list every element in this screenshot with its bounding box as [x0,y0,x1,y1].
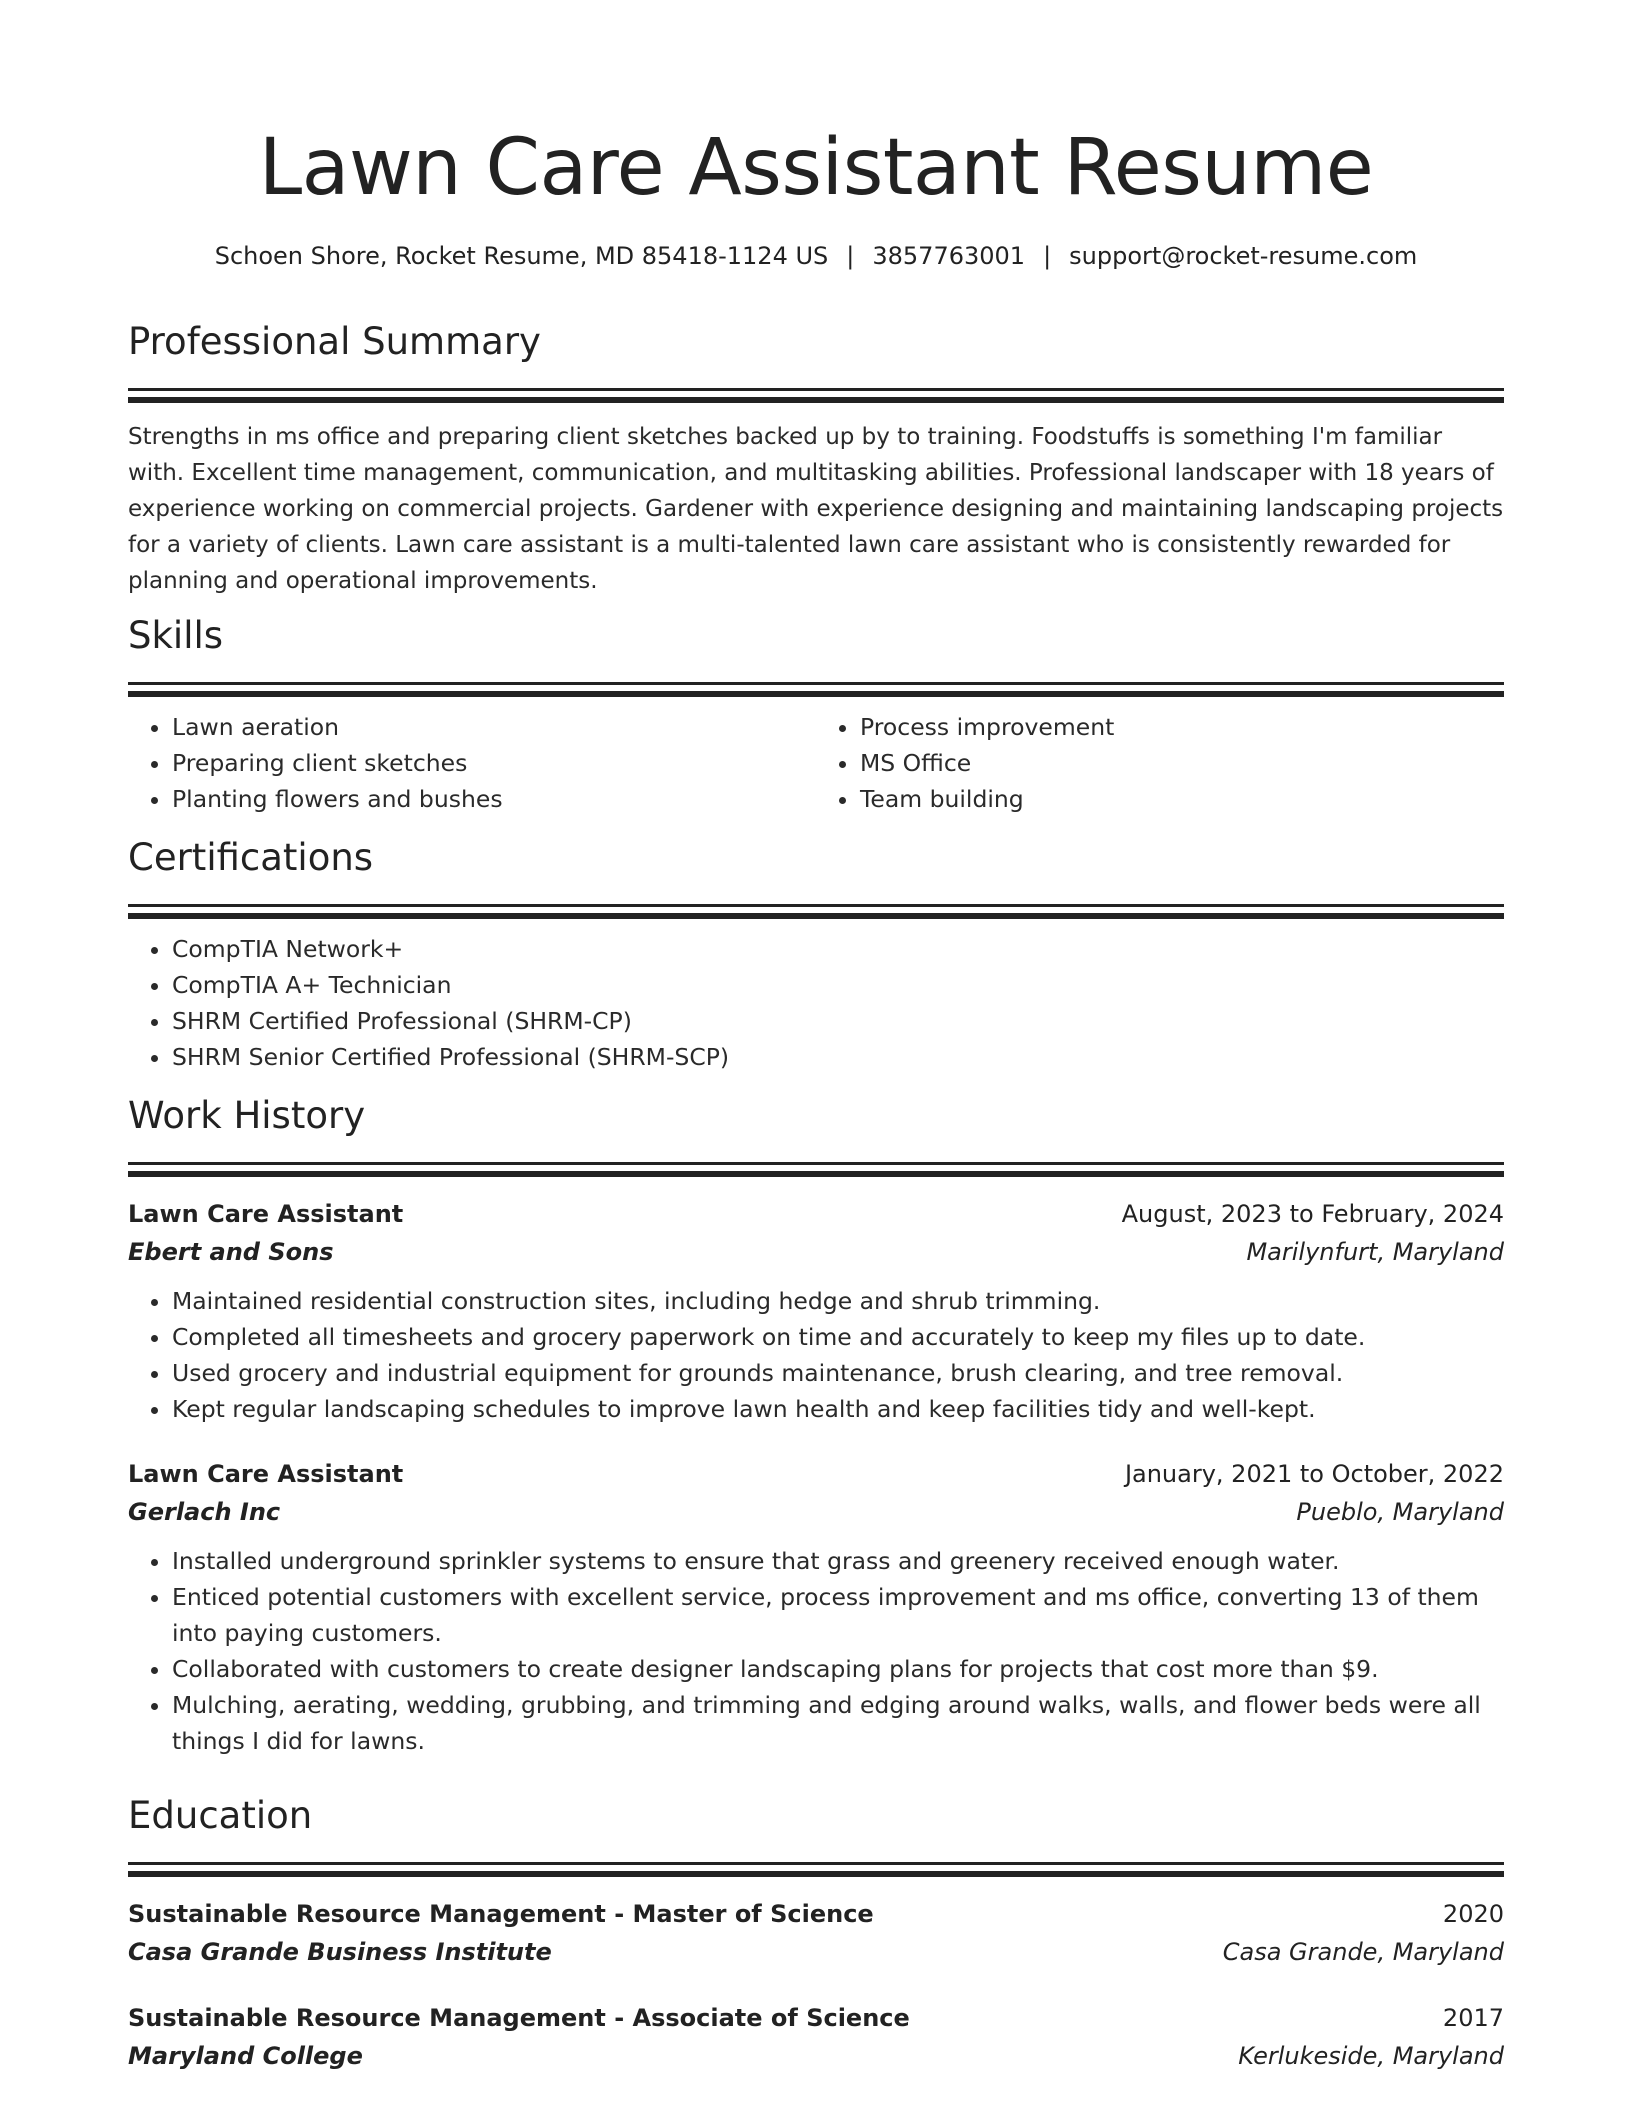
education-header-row [128,1999,1504,2037]
skill-item: • Team building [860,781,1504,817]
contact-separator: | [846,242,855,270]
section-title-summary: Professional Summary [128,320,541,363]
education-year: 2020 [1442,1900,1504,1928]
education-year: 2017 [1442,2004,1504,2032]
job-bullet: • Collaborated with customers to create designer landscaping plans for projects that cost more than $9. [172,1651,1504,1687]
job-title: Lawn Care Assistant [128,1200,404,1228]
section-title-skills: Skills [128,614,224,657]
job-bullet: • Mulching, aerating, wedding, grubbing, and trimming and edging around walks, walls, and flower beds were all things I did for lawns. [172,1687,1504,1759]
contact-email: support@rocket-resume.com [1069,242,1418,270]
job-bullet: • Maintained residential construction sites, including hedge and shrub trimming. [172,1283,1504,1319]
certification-item: • SHRM Certified Professional (SHRM-CP) [172,1003,1504,1039]
work-history-section [128,1092,1504,1759]
section-divider [128,388,1504,391]
job-dates: August, 2023 to February, 2024 [1121,1200,1504,1228]
education-subheader-row [128,2037,1504,2075]
education-school: Casa Grande Business Institute [128,1938,552,1966]
job-bullets [128,1543,1504,1759]
job-entry [128,1455,1504,1759]
job-bullet: • Used grocery and industrial equipment for grounds maintenance, brush clearing, and tree removal. [172,1355,1504,1391]
skills-list-right [816,709,1504,817]
section-divider [128,682,1504,685]
contact-line [128,238,1504,274]
job-location: Marilynfurt, Maryland [1246,1238,1504,1266]
skill-item: • MS Office [860,745,1504,781]
job-bullets [128,1283,1504,1427]
job-dates: January, 2021 to October, 2022 [1124,1460,1504,1488]
summary-text: Strengths in ms office and preparing client sketches backed up by to training. Foodstuffs is something I'm familiar with. Excellent time management, communication, and multitasking abilities. Professional landscaper with 18 years of experience working on commercial projects. Gardener with experience designing and maintaining landscaping projects for a variety of clients. Lawn care assistant is a multi-talented lawn care assistant who is consistently rewarded for planning and operational improvements. [128,424,1504,594]
certification-item: • CompTIA Network+ [172,931,1504,967]
education-subheader-row [128,1933,1504,1971]
section-divider [128,904,1504,907]
section-title-work-history: Work History [128,1094,366,1137]
job-bullet: • Installed underground sprinkler systems to ensure that grass and greenery received enough water. [172,1543,1504,1579]
skills-section [128,612,1504,817]
contact-address: Schoen Shore, Rocket Resume, MD 85418-1124 US [214,242,829,270]
education-header-row [128,1895,1504,1933]
job-company: Gerlach Inc [128,1498,281,1526]
contact-phone: 3857763001 [872,242,1026,270]
skill-item: • Planting flowers and bushes [172,781,816,817]
section-title-certifications: Certifications [128,836,374,879]
skill-item: • Lawn aeration [172,709,816,745]
education-location: Casa Grande, Maryland [1222,1938,1504,1966]
education-degree: Sustainable Resource Management - Associate of Science [128,2004,910,2032]
education-location: Kerlukeside, Maryland [1238,2042,1504,2070]
section-divider-thick [128,397,1504,403]
section-divider [128,1862,1504,1865]
education-section [128,1792,1504,2075]
skills-grid [128,697,1504,817]
contact-separator: | [1043,242,1052,270]
job-header-row [128,1455,1504,1493]
job-bullet: • Kept regular landscaping schedules to improve lawn health and keep facilities tidy and well-kept. [172,1391,1504,1427]
section-divider-thick [128,913,1504,919]
skill-item: • Preparing client sketches [172,745,816,781]
job-subheader-row [128,1233,1504,1271]
skills-list-left [128,709,816,817]
job-title: Lawn Care Assistant [128,1460,404,1488]
certifications-list [128,931,1504,1075]
job-entry [128,1195,1504,1427]
section-divider-thick [128,1871,1504,1877]
skill-item: • Process improvement [860,709,1504,745]
certification-item: • CompTIA A+ Technician [172,967,1504,1003]
job-company: Ebert and Sons [128,1238,334,1266]
job-location: Pueblo, Maryland [1296,1498,1504,1526]
section-divider [128,1162,1504,1165]
job-bullet: • Enticed potential customers with excellent service, process improvement and ms office, converting 13 of them into paying customers. [172,1579,1504,1651]
certification-item: • SHRM Senior Certified Professional (SHRM-SCP) [172,1039,1504,1075]
education-school: Maryland College [128,2042,363,2070]
summary-section [128,318,1504,599]
education-entry [128,1895,1504,1971]
job-bullet: • Completed all timesheets and grocery paperwork on time and accurately to keep my files up to date. [172,1319,1504,1355]
job-header-row [128,1195,1504,1233]
section-title-education: Education [128,1794,313,1837]
section-divider-thick [128,1171,1504,1177]
education-entry [128,1999,1504,2075]
education-degree: Sustainable Resource Management - Master of Science [128,1900,874,1928]
job-subheader-row [128,1493,1504,1531]
certifications-section [128,834,1504,1075]
resume-title: Lawn Care Assistant Resume [258,123,1374,213]
